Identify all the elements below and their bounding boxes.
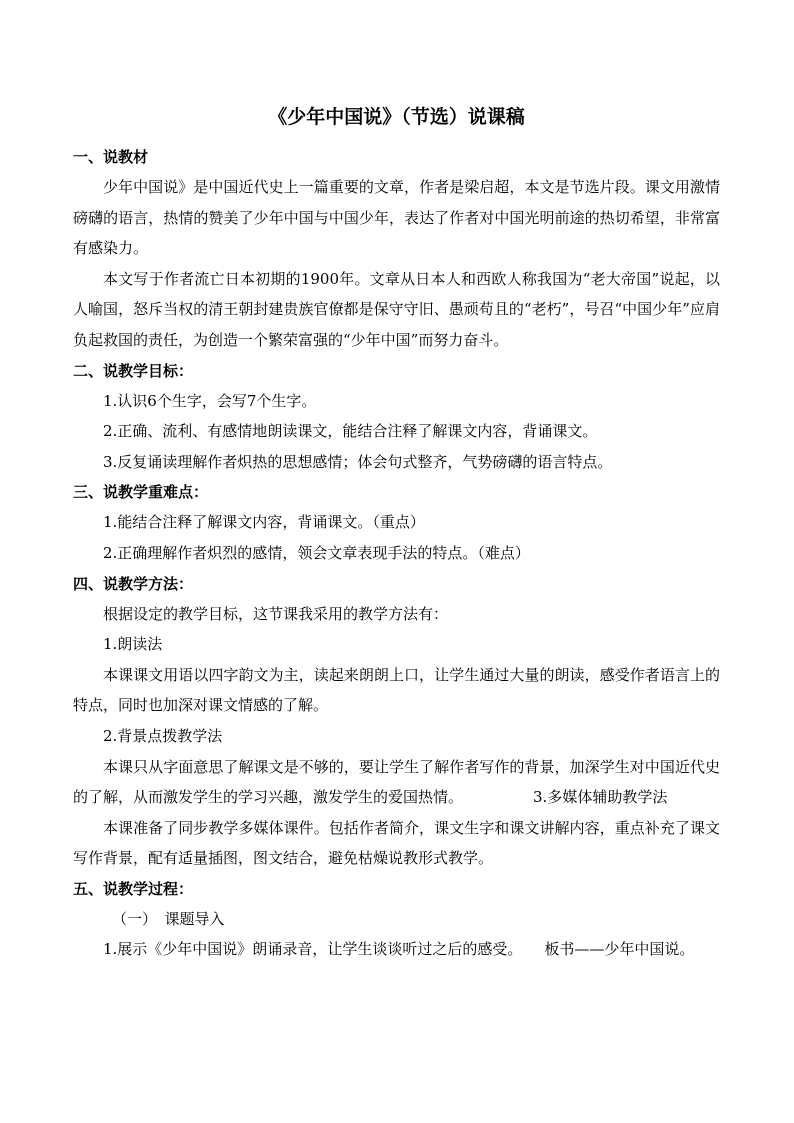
methods-intro: 根据设定的教学目标，这节课我采用的教学方法有： [103,604,449,623]
textbook-paragraph-2: 本文写于作者流亡日本初期的1900年。文章从日本人和西欧人称我国为“老大帝国”说起，以人喻国，怒斥当权的清王朝封建贵族官僚都是保守守旧、愚顽苟且的“老朽”，号召“中国少年”应肩负起救国的责任，为创造一个繁荣富强的“少年中国”而努力奋斗。 [73,269,720,349]
process-subheading-intro: （一） 课题导入 [112,909,225,928]
process-step-1-text: 1.展示《少年中国说》朗诵录音，让学生谈谈听过之后的感受。 [103,940,523,959]
key-point-item-2: 2.正确理解作者炽烈的感情，领会文章表现手法的特点。（难点） [103,543,530,562]
method-2-text [73,752,720,813]
section-heading-goals: 二、说教学目标： [73,361,194,380]
method-3-text: 本课准备了同步教学多媒体课件。包括作者简介，课文生字和课文讲解内容，重点补充了课文写作背景，配有适量插图，图文结合，避免枯燥说教形式教学。 [73,818,720,868]
method-2-label: 2.背景点拨教学法 [103,726,223,745]
section-heading-textbook: 一、说教材 [73,148,149,166]
process-step-1-board: 板书——少年中国说。 [544,940,695,959]
goal-item-1: 1.认识6个生字，会写7个生字。 [103,391,317,410]
process-step-1 [73,934,720,965]
section-heading-methods: 四、说教学方法： [73,574,194,593]
textbook-paragraph-1: 少年中国说》是中国近代史上一篇重要的文章，作者是梁启超，本文是节选片段。课文用激情磅礴的语言，热情的赞美了少年中国与中国少年，表达了作者对中国光明前途的热切希望，非常富有感染力。 [73,178,720,258]
goal-item-3: 3.反复诵读理解作者炽热的思想感情；体会句式整齐，气势磅礴的语言特点。 [103,452,613,471]
method-1-label: 1.朗读法 [103,635,163,654]
method-2-body: 本课只从字面意思了解课文是不够的，要让学生了解作者写作的背景，加深学生对中国近代史的了解，从而激发学生的学习兴趣，激发学生的爱国热情。 [73,757,720,807]
key-point-item-1: 1.能结合注释了解课文内容，背诵课文。（重点） [103,513,425,532]
method-1-text: 本课课文用语以四字韵文为主，读起来朗朗上口，让学生通过大量的朗读，感受作者语言上的特点，同时也加深对课文情感的了解。 [73,665,720,715]
goal-item-2: 2.正确、流利、有感情地朗读课文，能结合注释了解课文内容，背诵课文。 [103,422,598,441]
method-3-label: 3.多媒体辅助教学法 [533,788,668,807]
document-title: 《少年中国说》（节选）说课稿 [268,106,525,128]
section-heading-process: 五、说教学过程： [73,879,194,898]
section-heading-key-points: 三、说教学重难点： [73,483,209,502]
